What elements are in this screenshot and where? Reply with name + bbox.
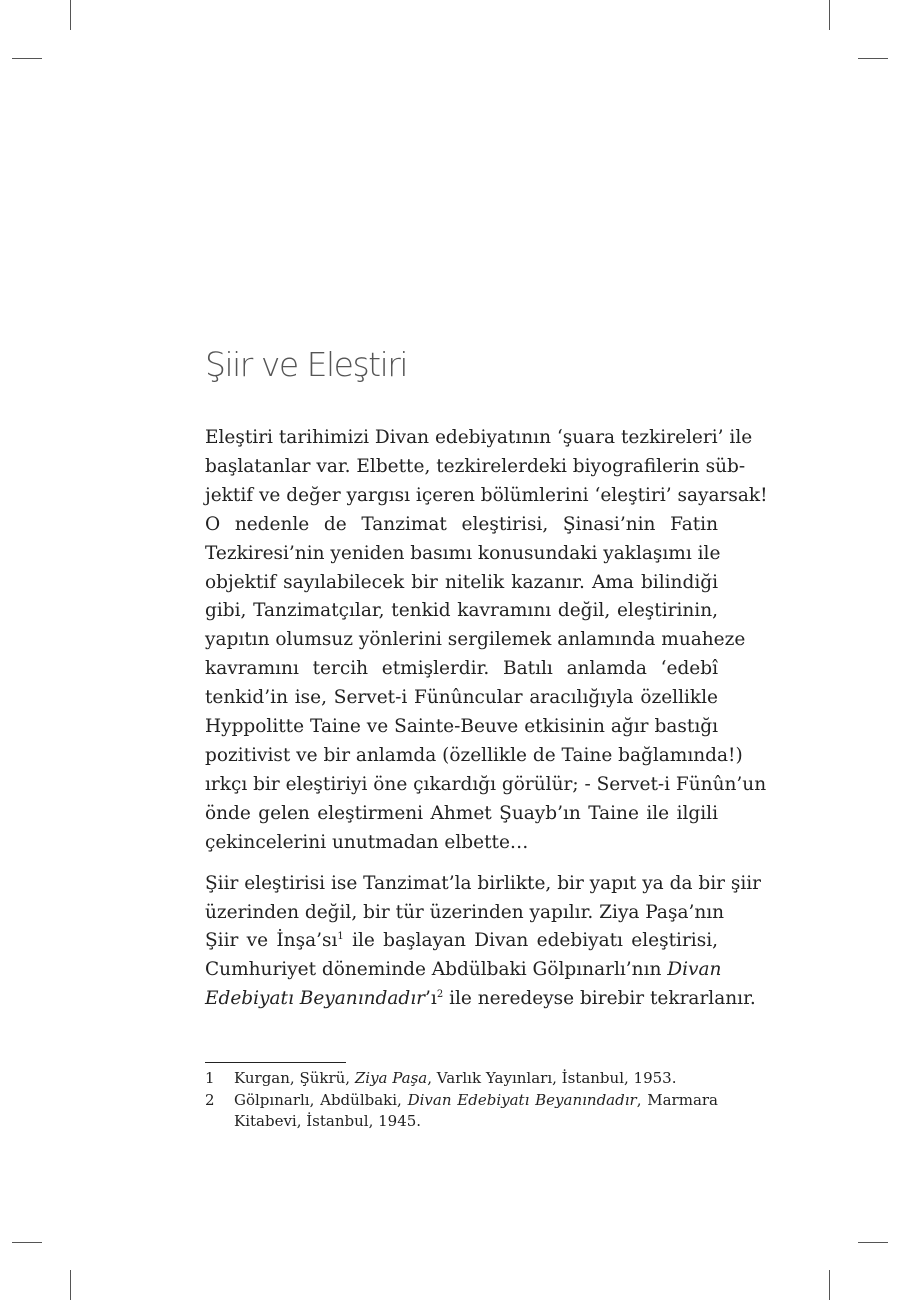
text-line — [205, 956, 722, 985]
text-run: pozitivist ve bir anlamda (özellikle de Taine bağlamında!) — [205, 744, 743, 766]
crop-mark-top-right-h — [858, 58, 888, 59]
footnote-line — [234, 1111, 718, 1133]
text-line — [205, 899, 725, 928]
chapter-title: Şiir ve Eleştiri — [205, 345, 408, 384]
text-run: Eleştiri tarihimizi Divan edebiyatının ‘şuara tezkireleri’ ile — [205, 427, 753, 448]
paragraph — [205, 424, 768, 858]
text-run: ’ı — [425, 988, 437, 1010]
text-line — [205, 482, 768, 511]
text-line — [205, 597, 718, 626]
footnote-reference: 2 — [436, 989, 444, 1001]
text-run: önde gelen eleştirmeni Ahmet Şuayb’ın Taine ile ilgili — [205, 802, 718, 824]
text-run: Hyppolitte Taine ve Sainte-Beuve etkisinin ağır bastığı — [205, 716, 718, 738]
text-line — [205, 655, 718, 684]
text-run: tenkid’in ise, Servet-i Fünûncular aracılığıyla özellikle — [205, 687, 718, 709]
crop-mark-bottom-left — [70, 1270, 71, 1300]
text-run: , Marmara — [636, 1090, 719, 1109]
text-run: çekincelerini unutmadan elbette… — [205, 831, 529, 853]
italic-title: Ziya Paşa — [354, 1069, 428, 1087]
italic-title: Divan Edebiyatı Beyanındadır — [407, 1090, 637, 1109]
footnote-line — [234, 1068, 718, 1090]
crop-mark-bottom-right-h — [858, 1242, 888, 1243]
text-line — [205, 424, 753, 453]
text-line — [205, 927, 718, 956]
text-line — [205, 829, 718, 858]
body-text — [205, 424, 768, 1014]
crop-mark-bottom-left-h — [12, 1242, 42, 1243]
text-line — [205, 771, 767, 800]
text-line — [205, 511, 718, 540]
crop-mark-top-right — [829, 0, 830, 30]
text-line — [205, 800, 718, 829]
text-run: ile başlayan Divan edebiyatı eleştirisi, — [343, 930, 718, 952]
text-line — [205, 985, 756, 1014]
text-run: Kitabevi, İstanbul, 1945. — [234, 1112, 422, 1130]
text-run: kavramını tercih etmişlerdir. Batılı anlamda ‘edebî — [205, 658, 718, 680]
text-run: başlatanlar var. Elbette, tezkirelerdeki biyografilerin süb- — [205, 455, 746, 477]
text-line — [205, 626, 746, 655]
text-run: üzerinden değil, bir tür üzerinden yapılır. Ziya Paşa’nın — [205, 901, 725, 923]
footnote-item — [205, 1068, 718, 1090]
crop-mark-top-left — [70, 0, 71, 30]
text-line — [205, 569, 718, 598]
text-run: Tezkiresi’nin yeniden basımı konusundaki yaklaşımı ile — [205, 542, 721, 564]
footnote-number: 2 — [205, 1090, 215, 1109]
text-run: ırkçı bir eleştiriyi öne çıkardığı görülür; - Servet-i Fünûn’un — [205, 773, 767, 795]
text-line — [205, 870, 762, 899]
text-run: gibi, Tanzimatçılar, tenkid kavramını değil, eleştirinin, — [205, 600, 718, 622]
text-run: Gölpınarlı, Abdülbaki, — [234, 1090, 408, 1109]
text-line — [205, 684, 718, 713]
footnote-divider — [205, 1062, 346, 1063]
text-run: objektif sayılabilecek bir nitelik kazanır. Ama bilindiği — [205, 571, 718, 593]
paragraph — [205, 870, 762, 1015]
italic-title: Edebiyatı Beyanındadır — [205, 988, 426, 1010]
text-run: yapıtın olumsuz yönlerini sergilemek anlamında muaheze — [205, 629, 746, 651]
footnote-line — [234, 1090, 718, 1112]
footnote-item — [205, 1090, 718, 1133]
text-run: ile neredeyse birebir tekrarlanır. — [443, 988, 756, 1010]
text-run: jektif ve değer yargısı içeren bölümlerini ‘eleştiri’ sayarsak! — [205, 484, 768, 506]
text-line — [205, 713, 718, 742]
text-line — [205, 742, 743, 771]
footnote-number: 1 — [205, 1069, 215, 1087]
crop-mark-bottom-right — [829, 1270, 830, 1300]
text-line — [205, 540, 721, 569]
footnote-reference: 1 — [337, 931, 344, 943]
crop-mark-top-left-h — [12, 58, 42, 59]
text-run: Cumhuriyet döneminde Abdülbaki Gölpınarlı’nın — [205, 959, 668, 981]
text-run: Şiir eleştirisi ise Tanzimat’la birlikte, bir yapıt ya da bir şiir — [205, 872, 762, 894]
text-run: Kurgan, Şükrü, — [234, 1069, 355, 1087]
italic-title: Divan — [667, 959, 722, 981]
text-run: O nedenle de Tanzimat eleştirisi, Şinasi’nin Fatin — [205, 513, 718, 535]
text-line — [205, 453, 746, 482]
text-run: Şiir ve İnşa’sı — [205, 930, 338, 952]
footnotes — [205, 1068, 718, 1133]
text-run: , Varlık Yayınları, İstanbul, 1953. — [427, 1069, 677, 1087]
